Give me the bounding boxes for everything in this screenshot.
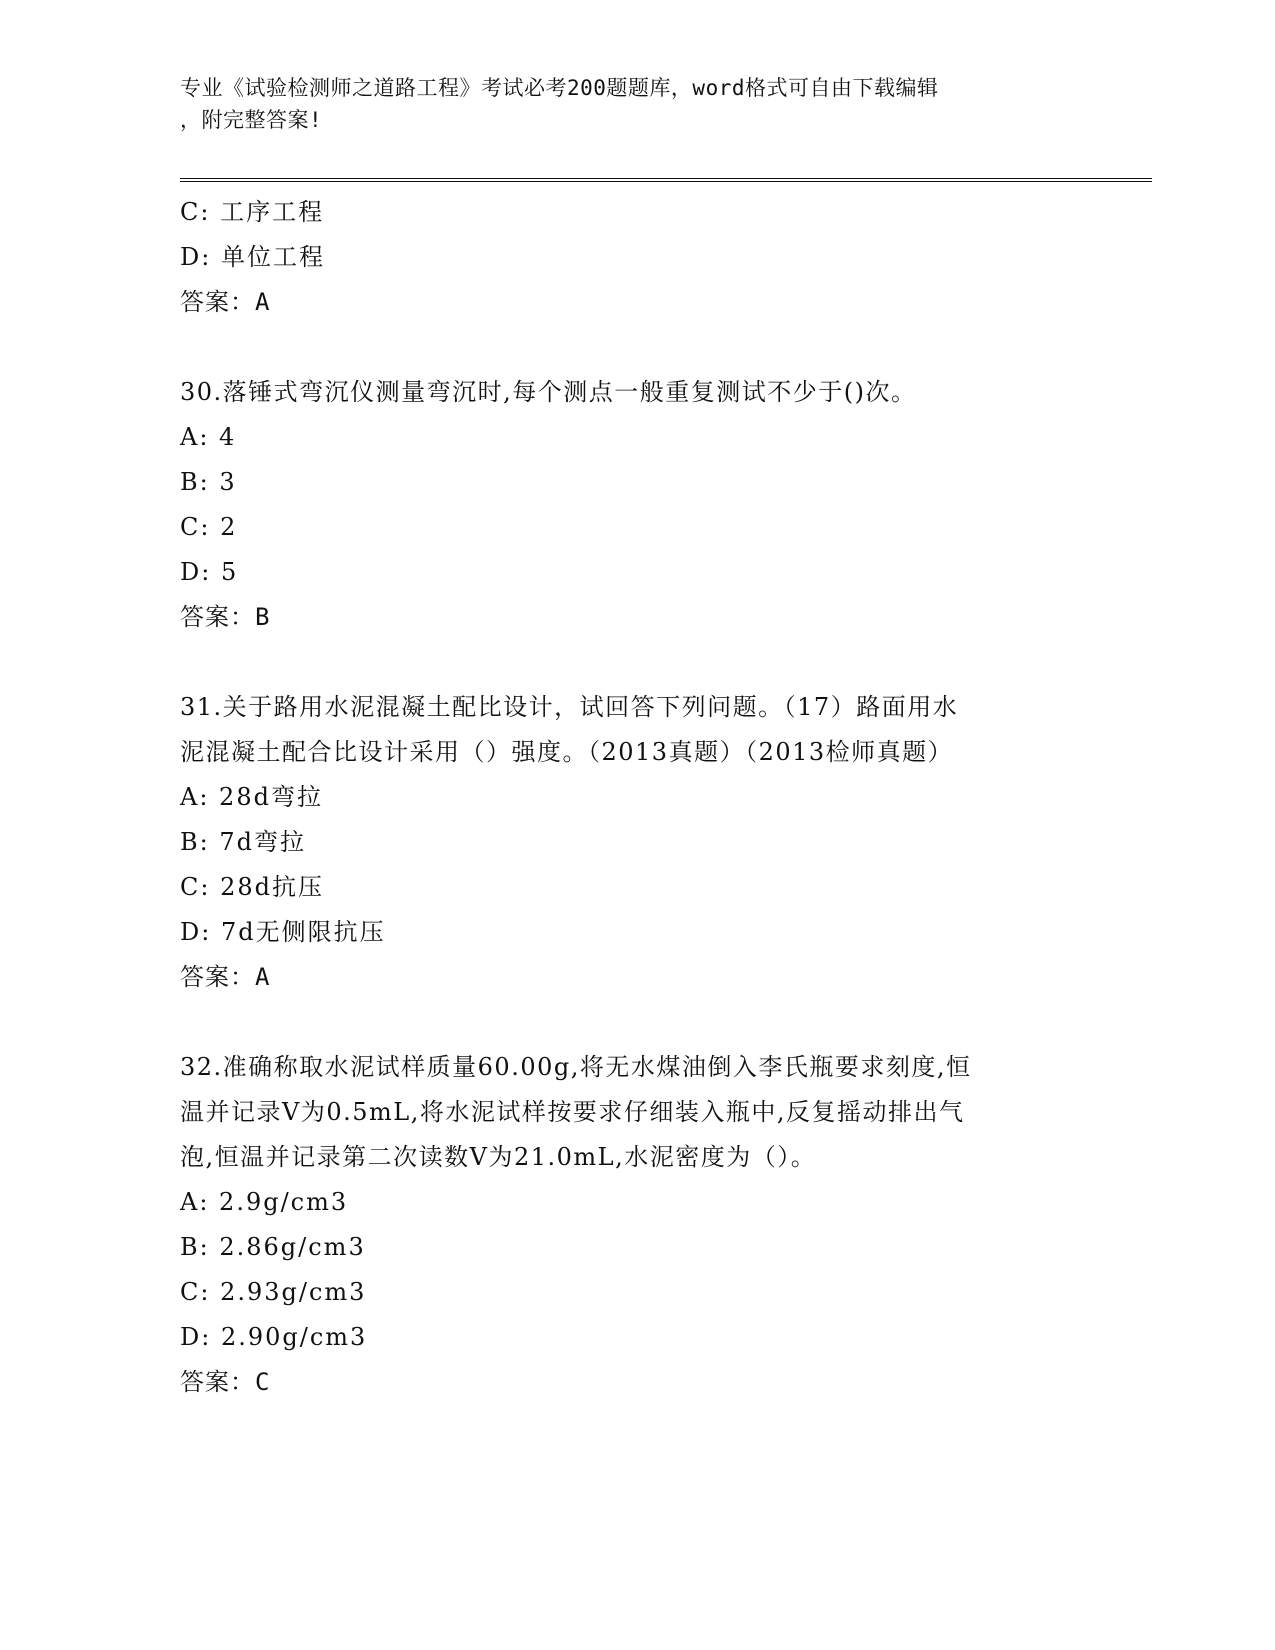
previous-question-tail [180, 190, 1080, 325]
option-a: A: 28d弯拉 [180, 783, 323, 811]
document-header [180, 72, 1040, 136]
option-d: D: 2.90g/cm3 [180, 1323, 368, 1351]
question-stem-line-1: 32.准确称取水泥试样质量60.00g,将无水煤油倒入李氏瓶要求刻度,恒 [180, 1053, 972, 1081]
option-c: C: 2.93g/cm3 [180, 1278, 367, 1306]
option-d: D: 单位工程 [180, 243, 325, 271]
question-stem-line-2: 泥混凝土配合比设计采用（）强度。（2013真题）（2013检师真题） [180, 738, 954, 766]
option-d: D: 7d无侧限抗压 [180, 918, 386, 946]
question-stem-line-3: 泡,恒温并记录第二次读数V为21.0mL,水泥密度为（）。 [180, 1143, 817, 1171]
document-body [180, 190, 1080, 1405]
answer-line: 答案：A [180, 963, 271, 991]
option-a: A: 2.9g/cm3 [180, 1188, 349, 1216]
question-30 [180, 370, 1080, 640]
header-line-1: 专业《试验检测师之道路工程》考试必考200题题库，word格式可自由下载编辑 [180, 76, 939, 100]
option-b: B: 2.86g/cm3 [180, 1233, 366, 1261]
question-stem: 30.落锤式弯沉仪测量弯沉时,每个测点一般重复测试不少于()次。 [180, 378, 917, 406]
header-divider [180, 178, 1152, 182]
option-d: D: 5 [180, 558, 239, 586]
option-c: C: 2 [180, 513, 238, 541]
header-line-2: ，附完整答案! [180, 108, 323, 132]
option-c: C: 工序工程 [180, 198, 325, 226]
option-b: B: 7d弯拉 [180, 828, 306, 856]
option-b: B: 3 [180, 468, 237, 496]
option-c: C: 28d抗压 [180, 873, 324, 901]
question-stem-line-1: 31.关于路用水泥混凝土配比设计，试回答下列问题。（17）路面用水 [180, 693, 959, 721]
answer-line: 答案：A [180, 288, 271, 316]
question-stem-line-2: 温并记录V为0.5mL,将水泥试样按要求仔细装入瓶中,反复摇动排出气 [180, 1098, 965, 1126]
answer-line: 答案：B [180, 603, 271, 631]
option-a: A: 4 [180, 423, 237, 451]
question-31 [180, 685, 1080, 1000]
question-32 [180, 1045, 1080, 1405]
answer-line: 答案：C [180, 1368, 271, 1396]
